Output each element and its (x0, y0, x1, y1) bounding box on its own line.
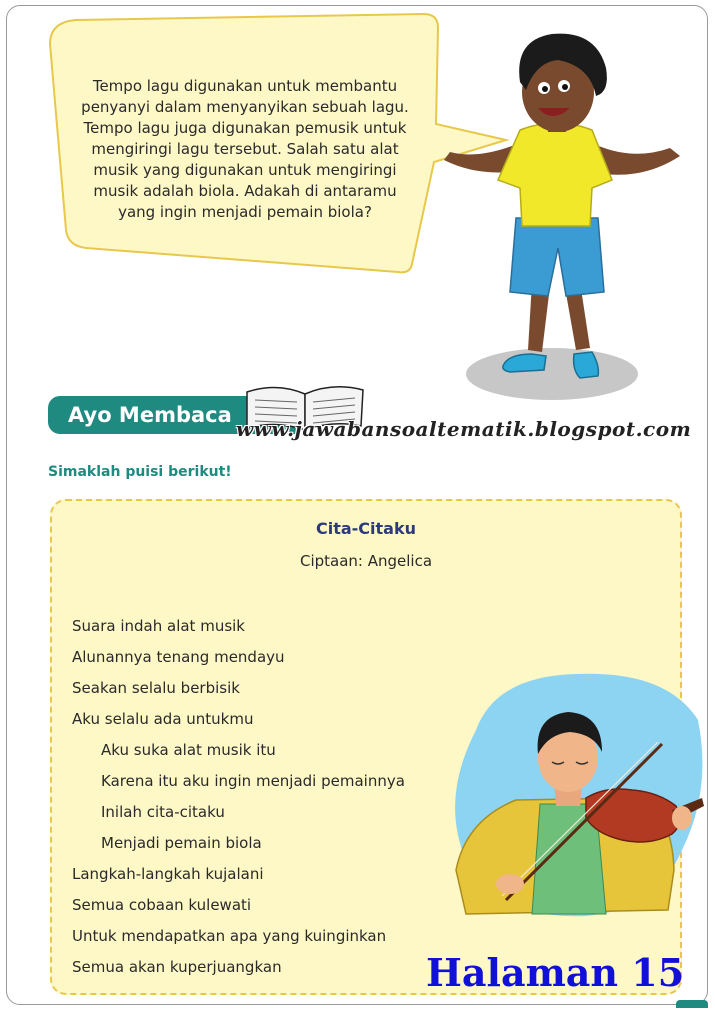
poem-author: Ciptaan: Angelica (299, 552, 433, 570)
poem-line: Menjadi pemain biola (101, 834, 262, 852)
page-number-label: Halaman 15 (426, 950, 685, 995)
poem-lines (72, 614, 405, 986)
bubble-line: yang ingin menjadi pemain biola? (118, 203, 372, 221)
corner-mark (676, 1000, 708, 1008)
instruction-text: Simaklah puisi berikut! (48, 464, 232, 480)
poem-line: Aku suka alat musik itu (101, 741, 276, 759)
boy-illustration (440, 20, 700, 405)
bubble-line: Tempo lagu digunakan untuk membantu (92, 77, 398, 95)
poem-line: Semua akan kuperjuangkan (72, 958, 282, 976)
poem-line: Karena itu aku ingin menjadi pemainnya (101, 772, 405, 790)
poem-line: Untuk mendapatkan apa yang kuinginkan (72, 927, 387, 945)
violin-player-illustration (436, 670, 708, 920)
bubble-line: Tempo lagu juga digunakan pemusik untuk (83, 119, 407, 137)
bubble-line: penyanyi dalam menyanyikan sebuah lagu. (81, 98, 409, 116)
poem-line: Suara indah alat musik (72, 617, 245, 635)
watermark-url: www.jawabansoaltematik.blogspot.com (236, 417, 692, 441)
poem-line: Langkah-langkah kujalani (72, 865, 264, 883)
poem-line: Inilah cita-citaku (101, 803, 225, 821)
bubble-line: musik yang digunakan untuk mengiringi (93, 161, 397, 179)
bubble-line: musik adalah biola. Adakah di antaramu (93, 182, 397, 200)
section-title: Ayo Membaca (68, 403, 232, 427)
poem-line: Aku selalu ada untukmu (72, 710, 254, 728)
poem-line: Seakan selalu berbisik (72, 679, 240, 697)
speech-bubble-text (58, 76, 432, 223)
poem-line: Semua cobaan kulewati (72, 896, 252, 914)
poem-title: Cita-Citaku (315, 519, 416, 538)
bubble-line: mengiringi lagu tersebut. Salah satu alat (91, 140, 399, 158)
poem-line: Alunannya tenang mendayu (72, 648, 285, 666)
